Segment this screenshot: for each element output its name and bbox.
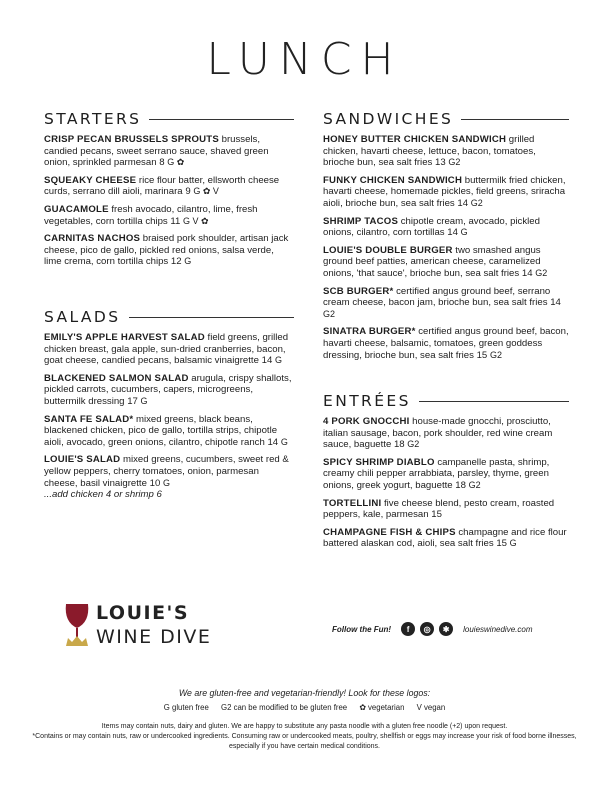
sandwiches-heading: SANDWICHES [323,110,569,128]
menu-item [44,134,294,169]
item-diet-tags: G [162,477,170,488]
item-name: EMILY'S APPLE HARVEST SALAD [44,332,205,343]
item-diet-tags: G2 [323,308,336,319]
item-name: LOUIE'S SALAD [44,454,121,466]
item-price: 14 [550,297,561,309]
item-price: 8 [159,157,165,169]
item-name: SANTA FE SALAD* [44,413,134,425]
menu-item [44,175,294,198]
item-price: 14 [447,227,458,239]
item-diet-tags: G [509,538,517,549]
item-name: GUACAMOLE [44,203,109,215]
item-name: TORTELLINI [323,497,382,509]
sandwiches-section [323,110,569,367]
item-price: 14 [457,197,469,209]
item-diet-tags: G [460,227,468,238]
dietary-legend [0,703,609,712]
item-name: SINATRA BURGER* [323,326,416,338]
item-name: SHRIMP TACOS [323,215,399,227]
item-description: certified angus ground beef, bacon, havarti cheese, balsamic, tomatoes, green goddess dressing, brioche bun, sea salt fries [323,326,569,361]
item-diet-tags: G2 [448,157,461,168]
item-name: LOUIE'S DOUBLE BURGER [323,244,453,256]
brand-name-line2: WINE DIVE [96,626,212,648]
item-diet-tags: G [280,436,288,447]
item-price: 15 [431,509,442,521]
menu-item [323,216,569,239]
menu-item [323,326,569,361]
item-price: 9 [185,186,191,198]
website-link[interactable]: louieswinedive.com [463,624,533,634]
item-diet-tags: G2 [489,349,502,360]
item-name: CHAMPAGNE FISH & CHIPS [323,526,456,538]
legend-modifiable: G2 can be modified to be gluten free [221,703,348,712]
menu-item [323,245,569,280]
item-description: grilled chicken, havarti cheese, lettuce, bacon, tomatoes, brioche bun, sea salt fries [323,134,536,169]
item-description: fresh avocado, cilantro, lime, fresh vegetables, corn tortilla chips [44,203,258,227]
yelp-icon[interactable]: ✱ [439,622,453,636]
item-diet-tags: G2 [470,197,483,208]
menu-item [323,498,569,521]
item-description: mixed greens, cucumbers, sweet red & yellow peppers, cherry tomatoes, onion, parmesan cheese, basil vinaigrette [44,454,289,489]
item-description: braised pork shoulder, artisan jack cheese, pico de gallo, pickled red onions, salsa verde, lime crema, corn tortilla chips [44,233,289,268]
menu-item [323,286,569,321]
item-description: five cheese blend, pesto cream, roasted peppers, kale, parmesan [323,497,555,521]
legend-vegetarian: ✿ vegetarian [359,703,405,712]
dietary-note: We are gluten-free and vegetarian-friendly! Look for these logos: [178,688,431,698]
salads-section [44,308,294,500]
item-name: SPICY SHRIMP DIABLO [323,456,435,468]
item-description: house-made gnocchi, prosciutto, italian sausage, bacon, pork shoulder, red wine cream sauce, baguette [323,416,553,451]
menu-item [44,332,294,367]
item-name: BLACKENED SALMON SALAD [44,372,189,384]
menu-item [323,175,569,210]
allergen-disclaimer [30,722,579,751]
disclaimer-line2: *Contains or may contain nuts, raw or undercooked ingredients. Consuming raw or undercooked meats, poultry, shellfish or eggs may increase your risk of food borne illnesses, especially if you have certain medical conditions. [32,732,577,750]
item-description: certified angus ground beef, serrano cream cheese, bacon jam, brioche bun, sea salt fries [323,285,551,309]
item-price: 14 [267,436,279,448]
item-description: champagne and rice flour battered alaskan cod, aioli, sea salt fries [323,526,567,550]
item-diet-tags: G2 [407,439,420,450]
legend-vegan: V vegan [416,703,446,712]
item-name: HONEY BUTTER CHICKEN SANDWICH [323,134,507,145]
item-description: buttermilk fried chicken, havarti cheese, homemade pickles, field greens, sriracha aioli, brioche bun, sea salt fries [323,174,566,209]
item-diet-tags: G ✿ V [193,186,219,197]
wine-glass-crown-icon [60,602,94,648]
item-description: two smashed angus ground beef patties, american cheese, caramelized onions, 'that sauce', brioche bun, sea salt fries [323,244,541,279]
legend-gluten-free: G gluten free [163,703,209,712]
item-price: 18 [393,439,405,451]
menu-item [323,416,569,451]
menu-title: LUNCH [206,34,403,85]
item-name: 4 PORK GNOCCHI [323,416,410,427]
item-price: 15 [476,349,488,361]
salads-heading: SALADS [44,308,294,326]
item-diet-tags: G ✿ [167,157,185,168]
item-diet-tags: G [274,355,282,366]
menu-item [323,527,569,550]
item-diet-tags: G [184,256,192,267]
brand-logo [60,602,260,652]
disclaimer-line1: Items may contain nuts, dairy and gluten. We are happy to substitute any pasta noodle with a gluten free noodle (+2) upon request. [101,723,508,730]
instagram-icon[interactable]: ◎ [420,622,434,636]
item-price: 14 [261,355,273,367]
menu-item [323,134,569,169]
item-diet-tags: G2 [468,479,481,490]
social-bar [332,620,532,638]
item-name: CARNITAS NACHOS [44,233,141,245]
item-price: 14 [521,267,533,279]
menu-item [323,457,569,492]
menu-item [44,204,294,227]
item-price: 15 [496,538,507,550]
item-diet-tags: G2 [535,267,548,278]
brand-name-line1: LOUIE'S [96,602,190,624]
entrees-heading: ENTRÉES [323,392,569,410]
menu-item [44,414,294,449]
menu-item [44,233,294,268]
follow-text: Follow the Fun! [332,624,392,634]
item-diet-tags: G [140,395,148,406]
item-price: 13 [435,157,446,169]
item-name: SCB BURGER* [323,285,394,297]
item-diet-tags: G V ✿ [183,215,209,226]
item-price: 11 [170,215,181,227]
salad-addon: ...add chicken 4 or shrimp 6 [44,489,162,501]
item-description: campanelle pasta, shrimp, creamy chili pepper arrabbiata, parsley, thyme, green onions, greek yogurt, baguette [323,456,550,491]
item-description: brussels, candied pecans, sweet serrano sauce, shaved green onion, sprinkled parmesan [44,134,269,169]
item-price: 18 [455,479,466,491]
menu-item [44,454,294,489]
item-name: SQUEAKY CHEESE [44,174,137,186]
entrees-section [323,392,569,556]
item-description: rice flour batter, ellsworth cheese curds, serrano dill aioli, marinara [44,174,280,198]
starters-heading: STARTERS [44,110,294,128]
item-description: arugula, crispy shallots, pickled carrots, cucumbers, capers, microgreens, buttermilk dressing [44,372,292,407]
item-description: mixed greens, black beans, blackened chicken, pico de gallo, tortilla strips, chipotle aioli, avocado, green onions, cilantro, chipotle ranch [44,413,278,448]
item-price: 17 [127,395,138,407]
item-description: field greens, grilled chicken breast, gala apple, sun-dried cranberries, bacon, goat cheese, candied pecans, balsamic vinaigrette [44,332,289,367]
menu-item [44,373,294,408]
item-price: 12 [170,256,182,268]
facebook-icon[interactable]: f [401,622,415,636]
item-name: FUNKY CHICKEN SANDWICH [323,174,463,186]
starters-section [44,110,294,274]
item-price: 10 [149,477,161,489]
item-name: CRISP PECAN BRUSSELS SPROUTS [44,134,219,145]
item-description: chipotle cream, avocado, pickled onions, cilantro, corn tortillas [323,215,540,239]
